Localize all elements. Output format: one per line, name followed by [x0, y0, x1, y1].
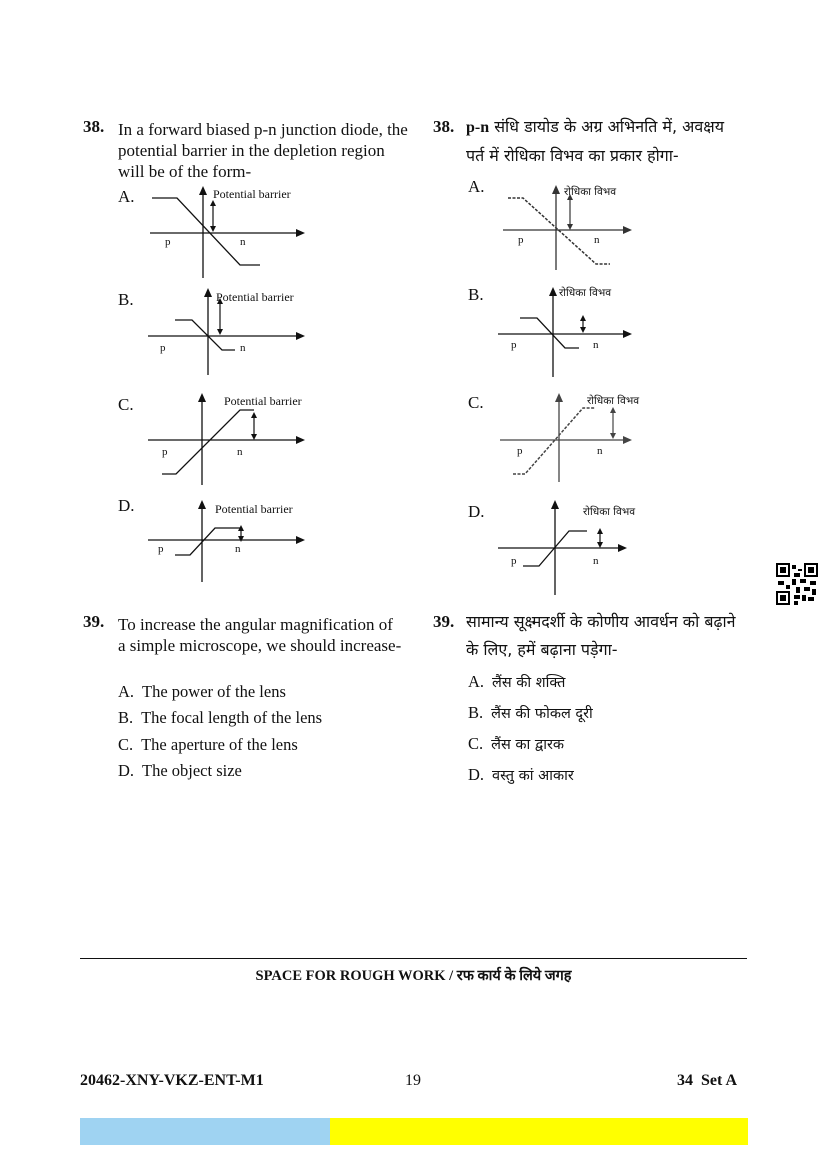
axis-n-label: n: [593, 555, 599, 567]
axis-n-label: n: [597, 445, 603, 457]
set-info: [677, 1072, 737, 1090]
q38-hi-graph-d-caption: रोधिका विभव: [583, 506, 636, 518]
axis-p-label: p: [511, 555, 517, 567]
q39-hi-text: सामान्य सूक्ष्मदर्शी के कोणीय आवर्धन को बढ़ाने के लिए, हमें बढ़ाना पड़ेगा-: [466, 612, 736, 659]
axis-n-label: n: [237, 446, 243, 458]
q38-en-number: 38.: [83, 117, 105, 136]
set-label: Set A: [701, 1072, 737, 1089]
q39-hi-option-a-label: A.: [468, 672, 485, 691]
q38-en-graph-b-caption: Potential barrier: [216, 290, 294, 304]
q39-hi-option-c-label: C.: [468, 734, 484, 753]
axis-p-label: p: [158, 543, 164, 555]
q39-hi-option-a-text: लैंस की शक्ति: [492, 675, 566, 691]
q39-hi-option-b: [468, 703, 593, 723]
axis-p-label: p: [162, 446, 168, 458]
q38-en-graph-d: [140, 497, 320, 587]
q39-en-option-c-text: The aperture of the lens: [141, 735, 298, 754]
rough-work-divider: [80, 958, 747, 959]
q38-en-option-c-label: C.: [118, 395, 134, 414]
footer-bar-yellow: [330, 1118, 748, 1145]
q39-en-option-d-label: D.: [118, 761, 135, 780]
q39-hi-option-c: [468, 734, 564, 754]
page-number: 19: [405, 1072, 421, 1089]
q38-hi-graph-b-caption: रोधिका विभव: [559, 287, 612, 299]
q38-en-graph-a-caption: Potential barrier: [213, 187, 291, 201]
q38-hi-graph-c: [495, 390, 645, 487]
q38-en-graph-b: [140, 285, 315, 380]
q38-hi-graph-a-caption: रोधिका विभव: [564, 186, 617, 198]
q38-en-graph-a: [140, 183, 315, 283]
q38-en-graph-d-caption: Potential barrier: [215, 502, 293, 516]
q39-en-option-b-text: The focal length of the lens: [141, 708, 323, 727]
q38-hi-option-d-label: D.: [468, 502, 485, 521]
axis-n-label: n: [240, 342, 246, 354]
q39-en-option-a-text: The power of the lens: [142, 682, 286, 701]
q39-hi-option-b-text: लैंस की फोकल दूरी: [491, 706, 593, 722]
axis-p-label: p: [518, 234, 524, 246]
q38-hi-graph-b: [495, 284, 645, 381]
q39-en-option-b-label: B.: [118, 708, 134, 727]
q39-en-option-b: [118, 708, 322, 728]
q38-hi-graph-a: [500, 182, 640, 274]
axis-p-label: p: [160, 342, 166, 354]
q39-en-option-c: [118, 735, 298, 755]
qr-code-icon: [776, 563, 818, 605]
q39-hi-number: 39.: [433, 612, 455, 631]
axis-n-label: n: [594, 234, 600, 246]
q38-hi-option-a-label: A.: [468, 177, 485, 196]
q39-hi-option-d: [468, 765, 574, 785]
q38-hi-graph-d: [495, 497, 645, 602]
q39-en-option-d-text: The object size: [142, 761, 242, 780]
axis-p-label: p: [511, 339, 517, 351]
q38-en-graph-c-caption: Potential barrier: [224, 394, 302, 408]
q39-hi-option-d-text: वस्तु कां आकार: [492, 768, 574, 784]
q38-hi-number: 38.: [433, 117, 455, 136]
q39-en-text: To increase the angular magnification of a simple microscope, we should increase-: [118, 615, 402, 655]
q38-en-graph-c: [140, 390, 320, 490]
q39-hi-option-a: [468, 672, 565, 692]
set-number: 34: [677, 1072, 693, 1089]
axis-n-label: n: [593, 339, 599, 351]
q38-hi-text-body: संधि डायोड के अग्र अभिनति में, अवक्षय पर्त में रोधिका विभव का प्रकार होगा-: [466, 117, 725, 165]
paper-code: 20462-XNY-VKZ-ENT-M1: [80, 1072, 264, 1089]
q38-en-option-a-label: A.: [118, 187, 135, 206]
q39-en-option-d: [118, 761, 242, 781]
q39-hi-option-b-label: B.: [468, 703, 484, 722]
axis-p-label: p: [517, 445, 523, 457]
axis-n-label: n: [240, 236, 246, 248]
q39-en-option-c-label: C.: [118, 735, 134, 754]
q39-hi-option-d-label: D.: [468, 765, 485, 784]
q38-hi-text: [466, 113, 746, 170]
q38-hi-prefix: p-n: [466, 119, 490, 136]
q38-en-option-b-label: B.: [118, 290, 134, 309]
footer-bar-blue: [80, 1118, 330, 1145]
axis-p-label: p: [165, 236, 171, 248]
q39-en-option-a: [118, 682, 286, 702]
rough-work-heading: SPACE FOR ROUGH WORK / रफ कार्य के लिये जगह: [255, 968, 572, 984]
q38-hi-graph-c-caption: रोधिका विभव: [587, 395, 640, 407]
q38-hi-option-b-label: B.: [468, 285, 484, 304]
axis-n-label: n: [235, 543, 241, 555]
q39-en-number: 39.: [83, 612, 105, 631]
q38-en-option-d-label: D.: [118, 496, 135, 515]
q39-en-option-a-label: A.: [118, 682, 135, 701]
q38-en-text: In a forward biased p-n junction diode, the potential barrier in the depletion region will be of the form-: [118, 120, 408, 181]
q39-hi-option-c-text: लैंस का द्वारक: [491, 737, 565, 753]
q38-hi-option-c-label: C.: [468, 393, 484, 412]
